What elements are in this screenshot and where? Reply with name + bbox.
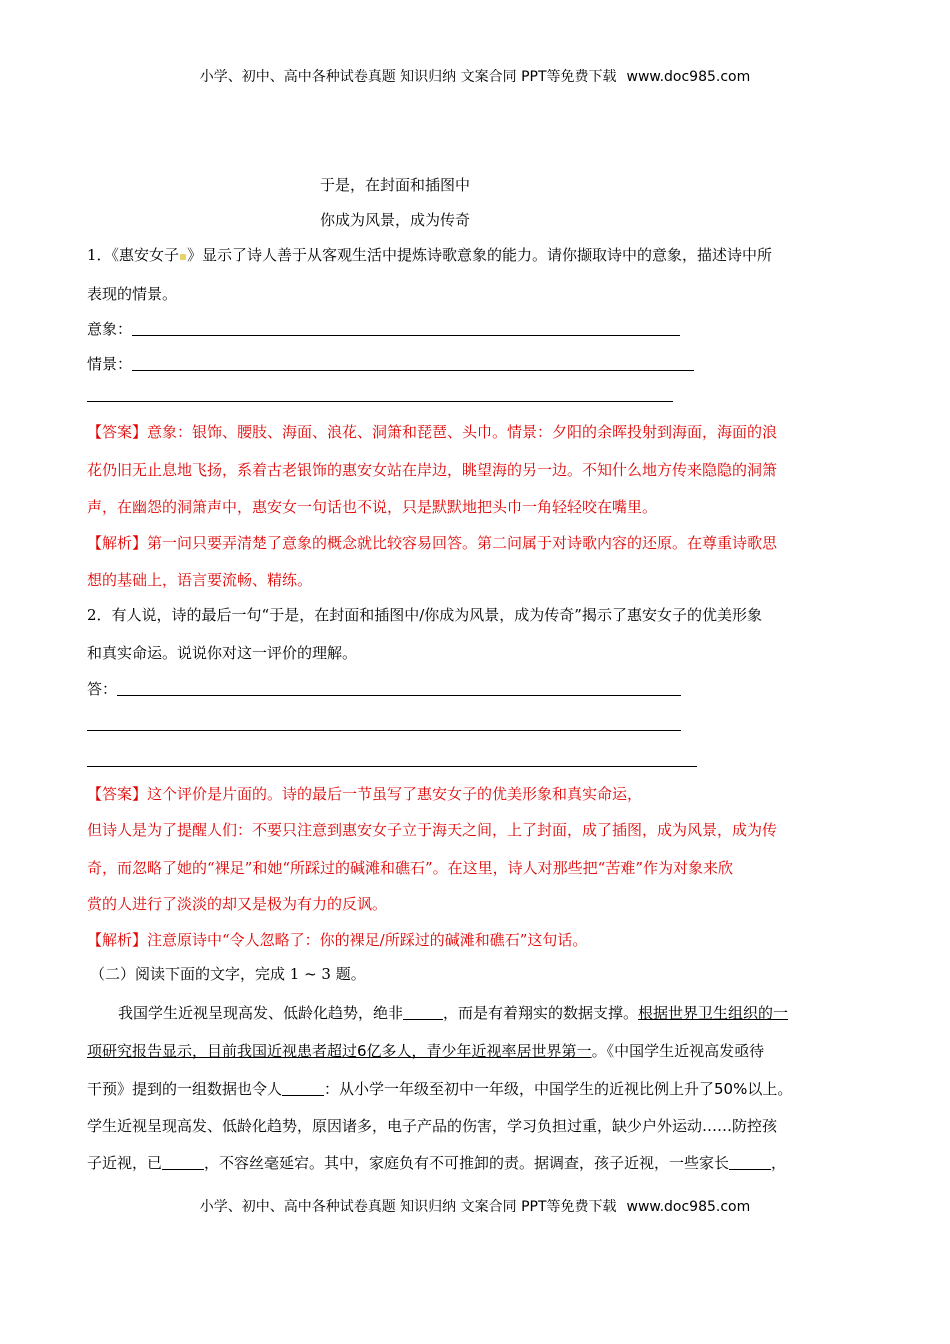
- answer-2-line-2: 但诗人是为了提醒人们：不要只注意到惠安女子立于海天之间，上了封面，成了插图，成为风景，成为传: [87, 821, 778, 839]
- answer-blank-1[interactable]: [117, 681, 681, 696]
- passage-text: ：从小学一年级至初中一年级，中国学生的近视比例上升了50%以上。: [324, 1080, 793, 1098]
- imagery-label: 意象：: [87, 320, 133, 338]
- passage-text: 干预》提到的一组数据也令人: [87, 1080, 283, 1098]
- answer-blank-2[interactable]: [87, 729, 681, 731]
- question-1-line-1: [87, 245, 772, 265]
- answer-2-line-1: 【答案】这个评价是片面的。诗的最后一节虽写了惠安女子的优美形象和真实命运，: [87, 785, 643, 803]
- passage-blank-1[interactable]: [403, 1005, 443, 1020]
- answer-1-line-2: 花仍旧无止息地飞扬，系着古老银饰的惠安女站在岸边，眺望海的另一边。不知什么地方传来隐隐的洞箫: [87, 461, 778, 479]
- question-1-line-2: 表现的情景。: [87, 285, 178, 303]
- passage-text: ，不容丝毫延宕。其中，家庭负有不可推卸的责。据调查，孩子近视，一些家长: [204, 1154, 730, 1172]
- passage-line-2: [87, 1041, 764, 1061]
- scene-blank[interactable]: [132, 356, 694, 371]
- analysis-1-line-1: 【解析】第一问只要弄清楚了意象的概念就比较容易回答。第二问属于对诗歌内容的还原。在尊重诗歌思: [87, 534, 778, 552]
- question-1-text-b: 》显示了诗人善于从客观生活中提炼诗歌意象的能力。请你撷取诗中的意象，描述诗中所: [187, 246, 773, 264]
- passage-blank-4[interactable]: [729, 1155, 771, 1170]
- answer-1-line-3: 声，在幽怨的洞箫声中，惠安女一句话也不说，只是默默地把头巾一角轻轻咬在嘴里。: [87, 498, 658, 516]
- imagery-blank[interactable]: [132, 321, 680, 336]
- question-2-line-1: 2．有人说，诗的最后一句“于是，在封面和插图中/你成为风景，成为传奇”揭示了惠安女子的优美形象: [87, 606, 762, 624]
- underlined-sentence: 项研究报告显示，目前我国近视患者超过6亿多人，青少年近视率居世界第一: [87, 1042, 592, 1060]
- header-text: 小学、初中、高中各种试卷真题 知识归纳 文案合同 PPT等免费下载: [199, 69, 617, 85]
- question-1-text-a: 1．《惠安女子: [87, 246, 180, 264]
- imagery-answer-line: [87, 319, 680, 339]
- analysis-2-line-1: 【解析】注意原诗中“令人忽略了：你的裸足/所踩过的碱滩和礁石”这句话。: [87, 931, 588, 949]
- passage-line-3: [87, 1079, 792, 1099]
- header-url[interactable]: www.doc985.com: [626, 69, 751, 85]
- passage-blank-2[interactable]: [282, 1081, 324, 1096]
- section-2-title: （二）阅读下面的文字，完成 1 ~ 3 题。: [90, 965, 366, 983]
- question-2-line-2: 和真实命运。说说你对这一评价的理解。: [87, 644, 358, 662]
- highlight-mark-icon: [180, 254, 186, 260]
- page-header: [0, 66, 950, 86]
- page-footer: [0, 1196, 950, 1216]
- poem-line-1: 于是，在封面和插图中: [320, 176, 471, 194]
- passage-blank-3[interactable]: [162, 1155, 204, 1170]
- passage-text: 子近视，已: [87, 1154, 163, 1172]
- answer-2-line-4: 赏的人进行了淡淡的却又是极为有力的反讽。: [87, 895, 388, 913]
- answer-2-blank-line: [87, 679, 681, 699]
- scene-label: 情景：: [87, 355, 133, 373]
- passage-text: ，而是有着翔实的数据支撑。: [443, 1004, 639, 1022]
- footer-text: 小学、初中、高中各种试卷真题 知识归纳 文案合同 PPT等免费下载: [199, 1199, 617, 1215]
- answer-1-line-1: 【答案】意象：银饰、腰肢、海面、浪花、洞箫和琵琶、头巾。情景：夕阳的余晖投射到海面，海面的浪: [87, 423, 778, 441]
- answer-blank-3[interactable]: [87, 765, 697, 767]
- passage-line-1: [118, 1003, 788, 1023]
- passage-line-5: [87, 1153, 786, 1173]
- passage-line-4: 学生近视呈现高发、低龄化趋势，原因诸多，电子产品的伤害，学习负担过重，缺少户外运动……防控孩: [87, 1117, 778, 1135]
- passage-text: 我国学生近视呈现高发、低龄化趋势，绝非: [118, 1004, 404, 1022]
- passage-text: 。《中国学生近视高发亟待: [591, 1042, 765, 1060]
- footer-url[interactable]: www.doc985.com: [626, 1199, 751, 1215]
- passage-text: ，: [771, 1154, 787, 1172]
- answer-2-line-3: 奇，而忽略了她的“裸足”和她“所踩过的碱滩和礁石”。在这里，诗人对那些把“苦难”作为对象来欣: [87, 859, 734, 877]
- underlined-sentence: 根据世界卫生组织的一: [638, 1004, 789, 1022]
- scene-blank-line-2[interactable]: [87, 400, 673, 402]
- scene-answer-line: [87, 354, 694, 374]
- analysis-1-line-2: 想的基础上，语言要流畅、精练。: [87, 571, 313, 589]
- poem-line-2: 你成为风景，成为传奇: [320, 211, 471, 229]
- answer-label: 答：: [87, 680, 118, 698]
